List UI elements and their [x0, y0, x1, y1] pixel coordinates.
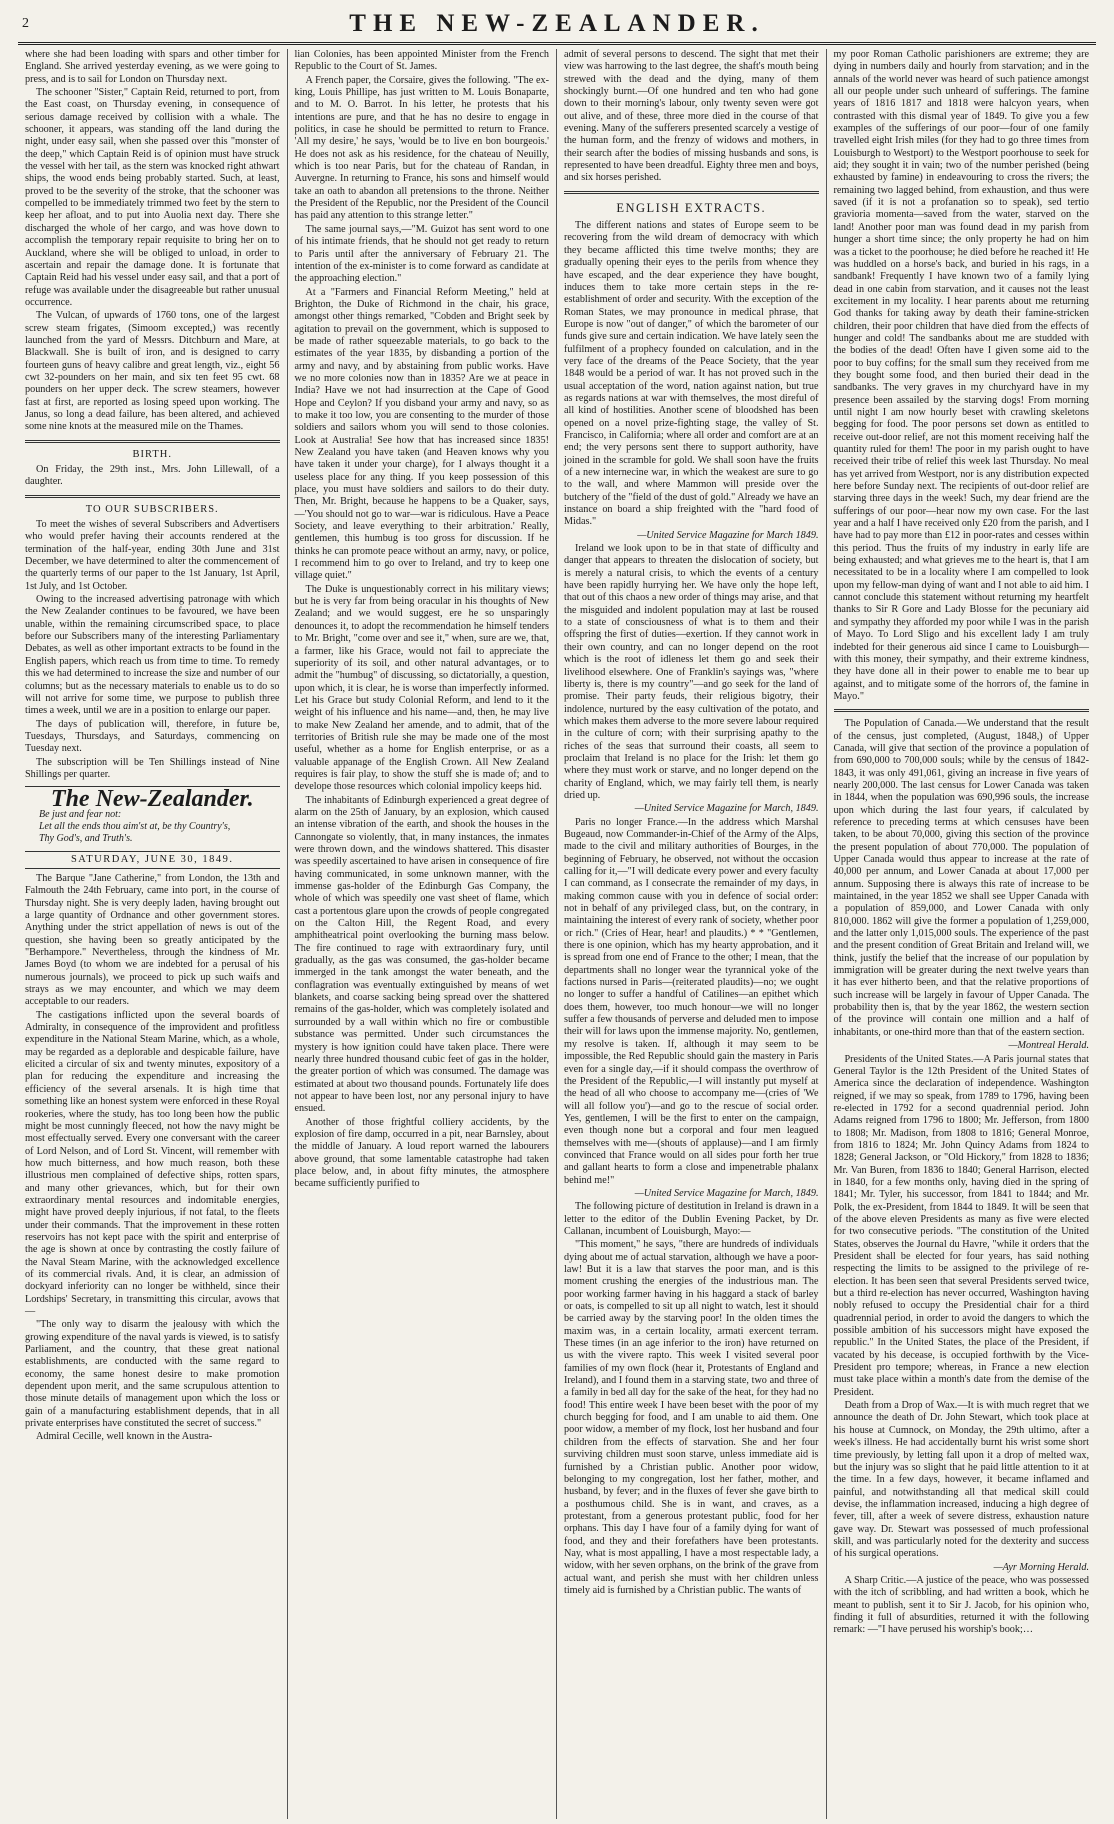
- article-paragraph: "This moment," he says, "there are hundreds of individuals dying about me of actual starvation, although we have a poor-law! But it is a law that starves the poor man, and is this moment crushing the energies of the industrious man. The poor working farmer having in his haggard a stack of barley or oats, is compelled to sit up all night to watch, lest it should be carried away by the starving poor! In the olden times the maxim was, in a certain locality, armati exercent terram. These times (in an age inferior to the iron) have returned on us with the vivere rapto. This week I visited several poor families of my own flock (hear it, Protestants of England and Ireland), and I found them in a starving state, two and three of a family in bed all day for the sake of the heat, for they had no food! This entire week I have been beset with the poor of my church begging for food, and I am unable to aid them. One poor widow, a member of my flock, lost her husband and four children from the effects of starvation. She and her four surviving children must soon starve, unless immediate aid is furnished by a Christian public. Another poor widow, belonging to my congregation, lost her father, mother, and husband, by fever; and in the fluxes of fever she gave birth to a posthumous child. She is in want, and craves, as a protestant, from a generous protestant public, food for her orphans. This day I have four of a family dying for want of food, and they and their forefathers have been protestants. Nay, what is most appalling, I have a most respectable lady, a widow, with her seven orphans, on the brink of the grave from actual want, and perish she must with her children unless timely aid is furnished by a Christian public. The wants of: [564, 1239, 819, 1596]
- article-paragraph: The inhabitants of Edinburgh experienced a great degree of alarm on the 25th of January, by an explosion, which caused an intense vibration of the earth, and shook the houses in the Cannongate so violently, that, in many instances, the inmates were thrown down, and the windows shattered. This disaster was speedily ascertained to have arisen in consequence of fire having communicated, in some unknown manner, with the immense gas-holder of the Edinburgh Gas Company, the whole of which was speedily one vast sheet of flame, which cast a portentous glare upon the crowds of people congregated on the Calton Hill, the Regent Road, and every amphitheatrical point overlooking the burning mass below. The fire continued to rage with extraordinary fury, until gradually, as the gas was consumed, the gas-holder became immerged in the tank amongst the water beneath, and the conflagration was eventually extinguished by means of wet blankets, and coarse sacking being spread over the shattered remains of the gas-holder, which was completely isolated and surrounded by a wall within which no fire or combustible substance was permitted. Under such circumstances the mystery is how ignition could have taken place. There were nearly three hundred thousand cubic feet of gas in the holder, the greater portion of which was consumed. The damage was estimated at about two thousand pounds. Fortunately life does not appear to have been lost, nor any personal injury to have ensued.: [294, 794, 549, 1115]
- motto-line: Thy God's, and Truth's.: [39, 833, 133, 845]
- masthead-title: THE NEW-ZEALANDER.: [349, 10, 765, 37]
- article-paragraph: The days of publication will, therefore, in future be, Tuesdays, Thursdays, and Saturdays, commencing on Tuesday next.: [25, 718, 280, 755]
- article-paragraph: The different nations and states of Europe seem to be recovering from the wild dream of democracy with which they became afflicted this time twelve months; they are gradually opening their eyes to the perils from whence they have escaped, and the dear experience they have bought, induces them to take more certain steps in the re-establishment of order and security. With the exception of the Roman States, we may pronounce in medical phrase, that Europe is now "out of danger," of which the barometer of our funds give sure and certain indication. We have lately seen the fulfilment of a prophecy founded on calculation, and in the very face of the dreams of the Peace Society, that the year 1848 would be a period of war. It has not proved such in the usual acceptation of the word, nation against nation, but true as regards nations at war with themselves, the most direful of all kind of hostilities. Another scene of bloodshed has been opened on a novel prize-fighting stage, the valley of St. Francisco, in California; where all order and comfort are at an end; the very persons sent there to support authority, have joined in the scramble for gold. We shall soon have the fruits of a new internecine war, in which the weakest are sure to go to the wall, and where Mammon will preside over the butchery of the "field of the dust of gold." Already we have an instance on board a ship freighted with the "hard food of Midas.": [564, 220, 819, 528]
- article-paragraph: where she had been loading with spars and other timber for England. She arrived yesterday evening, as we were going to press, and is to sail for London on Thursday next.: [25, 49, 280, 85]
- source-credit: —United Service Magazine for March 1849.: [637, 529, 819, 541]
- article-paragraph: The Barque "Jane Catherine," from London, the 13th and Falmouth the 24th February, came into port, in the course of Thursday night. She is very deeply laden, having brought out a large quantity of Ordnance and other government stores. Anything under the strict appellation of news is out of the question, she having been so greatly anticipated by the "Berhampore." Nevertheless, through the kindness of Mr. James Boyd (to whom we are indebted for a perusal of his numerous journals), we proceed to pick up such waifs and strays as we may encounter, and which we may deem acceptable to our readers.: [25, 872, 280, 1008]
- article-paragraph: The schooner "Sister," Captain Reid, returned to port, from the East coast, on Thursday evening, in consequence of serious damage received by collision with a whale. The schooner, it appears, was standing off the land during the night, under easy sail, when she passed over this "monster of the deep," which Captain Reid is of opinion must have struck the vessel with her tail, as the stern was knocked right athwart ships, the wood ends being probably started. Such, at least, proved to be the severity of the stroke, that the schooner was compelled to be immediately trimmed two feet by the stern to keep her afloat, and to put into Auolia next day. There she discharged the whole of her cargo, and was hove down to accomplish the temporary repair requisite to bring her on to Auckland, where she will be obliged to unload, in order to ascertain and repair the damage done. It is fortunate that Captain Reid had his vessel under easy sail, and that a port of refuge was available under the disagreeable but rather unusual occurrence.: [25, 87, 280, 308]
- subscribers-heading: TO OUR SUBSCRIBERS.: [85, 503, 219, 515]
- divider: [834, 709, 1090, 712]
- article-paragraph: "The only way to disarm the jealousy with which the growing expenditure of the naval yards is viewed, is to satisfy Parliament, and the country, that these great national establishments, are conducted with the same regard to economy, the same honest desire to make promotion dependent upon merit, and the same scrupulous attention to those minute details of management upon which the loss or gain of a manufacturing establishment depends, that in all private enterprises have constituted the secret of success.": [25, 1319, 280, 1430]
- article-paragraph: To meet the wishes of several Subscribers and Advertisers who would prefer having their accounts rendered at the termination of the half-year, ending 30th June and 31st December, we have determined to alter the commencement of the quarterly terms of our paper to the 1st January, 1st April, 1st July, and 1st October.: [25, 519, 280, 592]
- source-credit: —United Service Magazine for March, 1849.: [634, 1187, 819, 1199]
- birth-notice: On Friday, the 29th inst., Mrs. John Lillewall, of a daughter.: [25, 464, 280, 488]
- article-paragraph: The following picture of destitution in Ireland is drawn in a letter to the editor of the Dublin Evening Packet, by Dr. Callanan, incumbent of Louisburgh, Mayo:—: [564, 1201, 819, 1237]
- section-heading: ENGLISH EXTRACTS.: [616, 200, 767, 215]
- source-credit: —Ayr Morning Herald.: [993, 1561, 1089, 1573]
- divider: [25, 495, 280, 498]
- source-credit: —Montreal Herald.: [1008, 1040, 1089, 1052]
- article-paragraph: Admiral Cecille, well known in the Austra-: [36, 1431, 213, 1443]
- article-paragraph: A French paper, the Corsaire, gives the following. "The ex-king, Louis Phillipe, has just written to M. Louis Bonaparte, and to M. O. Barrot. In his letter, he protests that his intentions are pure, and that he has no desire to engage in politics, in case he should be permitted to return to France. 'All my desire,' he says, 'would be to live en bon bourgeois.' He does not ask as his residence, for the chateau of Neuilly, which is too near Paris, but for the chateau of Randan, in Auvergne. In returning to France, his sons and himself would take an oath to abandon all pretensions to the throne. Neither the President of the Republic, nor the President of the Council has paid any attention to this strange letter.": [294, 74, 549, 222]
- article-paragraph: The same journal says,—"M. Guizot has sent word to one of his intimate friends, that he should not get ready to return to Paris until after the anniversary of February 21. The intention of the ex-minister is to come forward as candidate at the approaching election.": [294, 223, 549, 285]
- article-paragraph: At a "Farmers and Financial Reform Meeting," held at Brighton, the Duke of Richmond in the chair, his grace, amongst other things remarked, "Cobden and Bright seek by agitation to prevail on the government, which is supposed to be made of rather squeezable materials, to go back to the estimates of the year 1835, by disbanding a portion of the army and navy, and by abstaining from public works. Have we no more colonies now than in 1835? Are we at peace in India? Have we not had insurrection at the Cape of Good Hope and Ceylon? If you disband your army and navy, so as to make it too low, you are consenting to the murder of those soldiers and sailors whom you will send to those colonies. Look at Australia! See how that has increased since 1835! New Zealand you have taken (and Heaven knows why you have taken it under your charge), for I always thought it a useless place for any thing. If you keep possession of this place, you must have soldiers and sailors to do their duty. Then, Mr. Bright, because he happens to be a Quaker, says,—'You should not go to war—war is ridiculous. Have a Peace Society, and leave everything to their arbitration.' Really, gentlemen, this humbug is too gross for discussion. If he thinks he can promote peace without an army, navy, or police, I recommend him to go over to Ireland, and try to keep one village quiet.": [294, 286, 549, 582]
- article-paragraph: The subscription will be Ten Shillings instead of Nine Shillings per quarter.: [25, 756, 280, 780]
- article-paragraph: Presidents of the United States.—A Paris journal states that General Taylor is the 12th President of the United States of America since the declaration of independence. Washington reigned, if we may so speak, from 1789 to 1796, having been re-elected in 1792 for a second quadrennial period. John Adams reigned from 1796 to 1800; Mr. Jefferson, from 1800 to 1808; Mr. Madison, from 1808 to 1816; General Monroe, from 1816 to 1824; Mr. John Quincy Adams from 1824 to 1828; General Jackson, or "Old Hickory," from 1828 to 1836; Mr. Van Buren, from 1836 to 1840; General Harrison, elected in 1840, for a few months only, having died in the spring of 1841; Mr. Tyler, his successor, from 1841 to 1844; and Mr. Polk, the ex-President, from 1844 to 1849. It will be seen that of the above eleven Presidents as many as five were elected for two consecutive periods. "The constitution of the United States, observes the Journal du Havre, "while it orders that the President shall be elected for four years, has said nothing respecting the limits to be assigned to the privilege of re-election. It has been seen that several Presidents served twice, but a third re-election has never occurred, Washington having nobly refused to occupy the Presidential chair for a third quadrennial period, in order to avoid the dangers to which the possible ambition of his successors might have exposed the republic." In the United States, the place of the President, if vacated by his decease, is occupied forthwith by the Vice-President pro tempore; whereas, in France a new election must take place within a month's date from the demise of the President.: [833, 1053, 1089, 1398]
- issue-date: SATURDAY, JUNE 30, 1849.: [25, 851, 280, 869]
- divider: [25, 440, 280, 443]
- columns: [18, 49, 1096, 1819]
- column-2: [288, 49, 558, 1819]
- divider: [564, 191, 819, 194]
- nameplate: The New-Zealander.: [50, 786, 254, 813]
- motto-line: Be just and fear not:: [39, 808, 122, 820]
- article-paragraph: admit of several persons to descend. The sight that met their view was harrowing to the last degree, the shaft's mouth being strewed with the dead and the dying, many of them shockingly burnt.—Of one hundred and ten who had gone down to their morning's labour, only twenty seven were got out alive, and of these, three more died in the course of that evening. Many of the sufferers presented scarcely a vestige of the human form, and the frenzy of widows and mothers, in their search after the bodies of missing husbands and sons, is represented to have been dreadful. Eighty three men and boys, and six horses perished.: [564, 49, 819, 184]
- article-paragraph: The Vulcan, of upwards of 1760 tons, one of the largest screw steam frigates, (Simoom excepted,) was recently launched from the yard of Messrs. Ditchburn and Mare, at Blackwall. She is built of iron, and is designed to carry fourteen guns of heavy calibre and great length, viz., eight 56 cwt 32-pounders on her main, and six ten feet 95 cwt. 68 pounders on her upper deck. The screw steamers, however fast at first, are reported as losing speed upon working. The Janus, so long a dead failure, has been altered, and achieved some nine knots at the measured mile on the Thames.: [25, 310, 280, 433]
- column-1: [18, 49, 288, 1819]
- page-number: 2: [22, 16, 29, 31]
- masthead: [18, 8, 1096, 45]
- motto: [25, 809, 280, 846]
- article-paragraph: Ireland we look upon to be in that state of difficulty and danger that appears to threaten the dislocation of society, but is merely a natural crisis, to which the events of a century have been rapidly hurrying her. We have only the hope left, that out of this chaos a new order of things may arise, and that the misguided and indolent population may at last be roused to a state of consciousness of what is to them and their offspring the first of duties—exertion. If they cannot work in their own country, and can no longer depend on the root which is the root of idleness let them go and seek their livelihood elsewhere. One of Franklin's sayings was, "where liberty is, there is my country"—and go seek for the land of promise. Their party feuds, their religious bigotry, their indolence, nurtured by the easy cultivation of the potato, and which makes them adverse to the more severe labour required in the culture of corn; with their surprising apathy to the riches of the seas that surround their coasts, all seem to proclaim that Ireland is no place for the Irish: let them go where they must work or starve, and no longer depend on the charity of England, which, we may fairly tell them, is nearly dried up.: [564, 543, 819, 801]
- birth-heading: BIRTH.: [132, 448, 172, 460]
- article-paragraph: Owing to the increased advertising patronage with which the New Zealander continues to be favoured, we have been unable, within the remaining circumscribed space, to place before our Subscribers many of the interesting Parliamentary Debates, as well as other important extracts to be found in the English papers, which reach us from time to time. To remedy this we had determined to increase the size and number of our columns; but as the necessary materials to enable us to do so will not arrive for some time, we purpose to publish three times a week, until we are in a position to enlarge our paper.: [25, 594, 280, 717]
- article-paragraph: Another of those frightful colliery accidents, by the explosion of fire damp, occurred in a pit, near Barnsley, about the middle of January. A loud report warned the labourers above ground, that some lamentable catastrophe had taken place below, and, in about fifty minutes, the atmosphere became sufficiently purified to: [294, 1116, 549, 1190]
- motto-line: Let all the ends thou aim'st at, be thy Country's,: [39, 820, 231, 832]
- article-paragraph: lian Colonies, has been appointed Minister from the French Republic to the Court of St. James.: [294, 49, 549, 73]
- article-paragraph: The castigations inflicted upon the several boards of Admiralty, in consequence of the improvident and profitless expenditure in the National Steam Marine, which, as a whole, may be regarded as a deplorable and despicable failure, have elicited a circular of six and twenty minutes, expository of a plan for reducing the expenditure and increasing the efficiency of the several arsenals. It is high time that something like an honest system were enforced in these Royal rookeries, where the study, has too long been how the public might be most cunningly fleeced, not how the navy might be most effectually served. Every one conversant with the career of Lord Nelson, and of Lord St. Vincent, will remember with how much bitterness, and how much reason, both these illustrious men complained of defective ships, rotten spars, and many other grievances, which, but for their own extraordinary mental resources and indomitable energies, might have proved deeply injurious, if not fatal, to the fleets under their commands. That the improvement in these rotten reservoirs has not kept pace with the spirit and enterprise of the age is shown at once by contrasting the costly failure of the Naval Steam Marine, with the acknowledged excellence of its commercial rivals. And, it is clear, an admission of dockyard inferiority can no longer be withheld, since their Lordships' Secretary, in transmitting this circular, avows that—: [25, 1009, 280, 1317]
- article-paragraph: The Population of Canada.—We understand that the result of the census, just completed, (August, 1848,) of Upper Canada, will give that section of the province a population of from 690,000 to 700,000 souls; while by the census of 1842-1843, it was only 491,061, giving an increase in five years of nearly 200,000. The last census for Lower Canada was taken in 1844, when the population was 690,996 souls, the increase upon which during the last four years, if calculated by reference to preceding terms at which censuses have been taken, to be about 70,000, giving this section of the province the present population of about 770,000. The population of Upper Canada would thus appear to increase at the rate of 40,000 per annum, and Lower Canada at about 17,000 per annum. Supposing there is always this rate of increase to be maintained, in the year 1852 we shall see Upper Canada with a population of 859,000, and Lower Canada with only 810,000. 1862 will give the former a population of 1,259,000, and the latter only 1,015,000 souls. The experience of the past and the present condition of Great Britain and Ireland will, we think, justify the belief that the increase of our population by immigration will be greater during the next twelve years than it has ever hitherto been, and that the relative proportions of such increase will be largely in favour of Upper Canada. The probability then is, that by the year 1862, the western section of the province will contain one million and a half of inhabitants, or one-third more than that of the eastern section.: [833, 718, 1089, 1038]
- column-3: [557, 49, 827, 1819]
- article-paragraph: Paris no longer France.—In the address which Marshal Bugeaud, now Commander-in-Chief of the Army of the Alps, made to the civil and military authorities of Bourges, in the beginning of February, he observed, not without the occasion calling for it,—"I will dedicate every power and every faculty I can command, as I consecrate the remainder of my days, in making common cause with you in defence of social order: not in behalf of any privileged class, but, on the contrary, in maintaining the interest of every rank of society, whether poor or rich." (Cries of Hear, hear! and plaudits.) * * "Gentlemen, there is one opinion, which has my hearty approbation, and it is spread from one end of France to the other; I mean, that the departments shall no longer wear the tyrannical yoke of the factions nursed in Paris—(reiterated plaudits)—no; we ought no longer to suffer a handful of Catilines—an epithet which does them, however, too much honour—we will no longer suffer a few thousands of perverse and deluded men to impose their will for laws upon the immense majority. No, gentlemen, my resolve is taken. If, although it may seem to be impossible, the Red Republic should gain the mastery in Paris even for a single day,—if it should compass the overthrow of the President of the Republic,—I will instantly put myself at the head of all who choose to accompany me—(cries of 'We will all follow you')—and go to the rescue of social order. Yes, gentlemen, I will be the first to enter on the campaign, even though none but a corporal and four men leagued themselves with me—(shouts of applause)—and I am firmly convinced that France would on all sides pour forth her true and gallant hearts to form a close and impenetrable phalanx behind me!": [564, 816, 819, 1186]
- source-credit: —United Service Magazine for March, 1849.: [634, 803, 819, 815]
- column-4: [827, 49, 1097, 1819]
- article-paragraph: The Duke is unquestionably correct in his military views; but he is very far from being oracular in his thoughts of New Zealand; and we would suggest, ere he so unsparingly denounces it, to adopt the recommendation he himself tenders to Mr. Bright, "come over and see it," when, sure are we, that, a farmer, like his Grace, would not fail to appreciate the superiority of its soil, and other natural advantages, or to admit the "humbug" of discussing, so dictatorially, a question, upon which, it is clear, he is worse than imperfectly informed. Let his Grace but study Colonial Reform, and lend to it the weight of his influence and his name—and, then, he may live to make New Zealand her amende, and to admit, that of the territories of British rule she may be made one of the most useful, whether as a home for English enterprise, or as a valuable appanage of the English Crown. All New Zealand requires is fair play, to show the stuff she is made of; and to develope those resources which colonial impolicy keeps hid.: [294, 583, 549, 793]
- article-paragraph: A Sharp Critic.—A justice of the peace, who was possessed with the itch of scribbling, and had written a book, which he meant to publish, sent it to Sir J. Jacob, for his opinion who, finding it full of absurdities, returned it with the following remark: —"I have perused his worship's book;…: [833, 1574, 1089, 1636]
- article-paragraph: my poor Roman Catholic parishioners are extreme; they are dying in numbers daily and hourly from starvation; and in the annals of the world never was heard of such patience amongst all our people under such unheard of sufferings. The famine years of 1816 1817 and 1818 were halcyon years, when contrasted with this dismal year of 1849. To give you a few examples of the sufferings of our poor—four of one family travelled eight Irish miles (for they had to go three times from Louisburgh to Westport) to the Westport poorhouse to seek for aid; they sought it in vain; two of the number perished (being exhausted by famine) in endeavouring to cross the rivers; the remaining two lagged behind, from exhaustion, and thus were saved (if it is not a profanation so to speak), sed tertio gravioria momenta—saved from the water, starved on the land! Another poor man was found dead in my parish from hunger a short time since; the only property he had on him was a ticket to the poorhouse; he died before he reached it! He was huddled on a horse's back, and buried in his rags, in a sandbank! Frequently I have known two of a family lying dead in one cabin from starvation, and it causes not the least excitement in my locality. I hear parents about me returning God thanks for taking away by death their famine-stricken children, their poor children that have died from the effects of hunger and cold! The sandbanks about me are studded with the bodies of the dead! Often have I given some aid to the poor to buy coffins; for the small sum they received from me they bought some food, and then buried their dead in the sandbanks. The very graves in my churchyard have in my presence been assailed by the starving dogs! From morning until night I am now hourly beset with crawling skeletons begging for food. The poor persons set down as entitled to receive out-door relief, are not this moment receiving half the quantity ruled for them! The poor in my parish ought to have received their tribe of relief this week last Thursday. No meal has yet arrived from Westport, nor is any distribution expected here before Sunday next. The recipients of out-door relief are starving three days in the week! Such, my dear friend are the sufferings of our poor—hear now my own case. For the last year and a half I have received only £20 from the parish, and I have had to pay more than £12 in poor-rates and cesses within this period. Thus the fruits of my industry in early life are being exhausted; and what grieves me to the heart is, that I am necessitated to be in a locality where I am compelled to look upon my fellow-man dying of want and I not able to aid him. I cannot conclude this statement without returning my heartfelt thanks to Sir R Gore and Lady Blosse for the pecuniary aid and sympathy they afforded my poor while I was in the parish of Mayo. To Lord Sligo and his excellent lady I am truly indebted for their generous aid since I came to Louisburgh—with this money, their sympathy, and their extreme kindness, they have done all in their power to enable me to bear up against, and to mitigate some of the horrors of, the famine in Mayo.": [833, 49, 1089, 702]
- article-paragraph: Death from a Drop of Wax.—It is with much regret that we announce the death of Dr. John Stewart, which took place at his house at Cumnock, on Monday, the 29th ultimo, after a week's illness. He had accidentally burnt his wrist some short time previously, by letting fall upon it a drop of melted wax, but the injury was so slight that he paid little attention to it at the time. In a few days, however, it became inflamed and painful, and notwithstanding all that medical skill could devise, the inflammation increased, inducing a high degree of fever, till, after a week of severe distress, exhaustion nature gave way. Dr. Stewart was possessed of much professional skill, and was particularly noted for the dexterity and success of his surgical operations.: [833, 1400, 1089, 1560]
